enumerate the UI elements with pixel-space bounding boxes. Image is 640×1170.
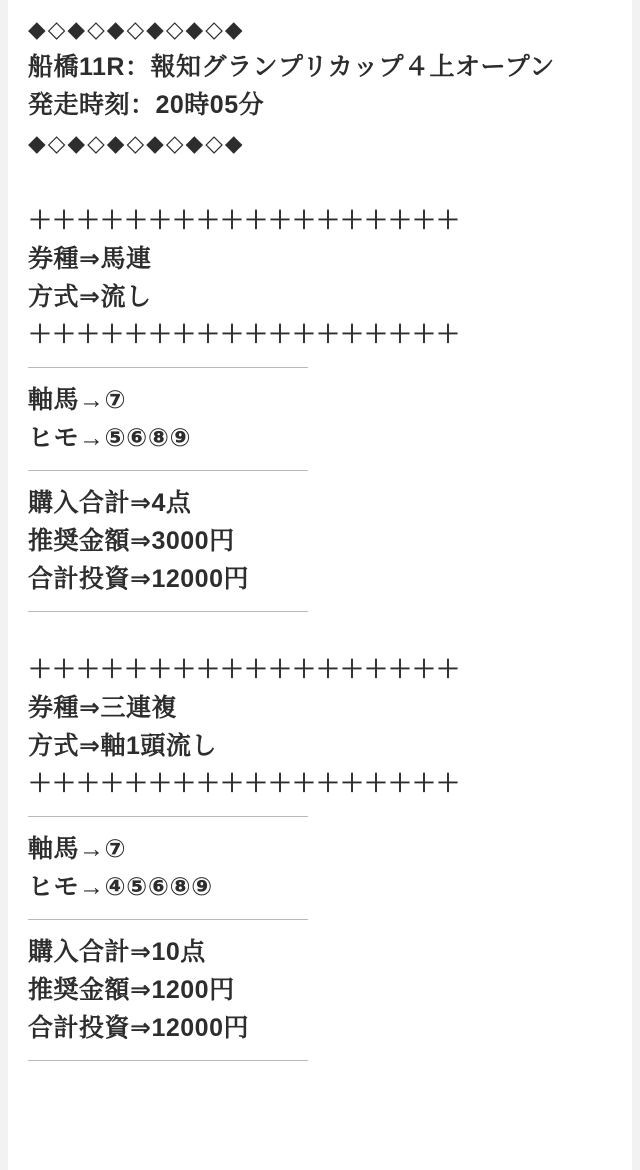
bet-block-2 [28,651,632,1061]
total-points: 購入合計⇒4点 [28,489,192,517]
decoration-diamonds-bottom: ◆◇◆◇◆◇◆◇◆◇◆ [28,130,245,156]
bet-method: 方式⇒軸1頭流し [28,732,217,760]
race-title: 船橋11R：報知グランプリカップ４上オープン [28,53,555,81]
divider [28,611,308,612]
decoration-plus-bottom: ＋＋＋＋＋＋＋＋＋＋＋＋＋＋＋＋＋＋ [28,770,460,797]
header-spacer [28,162,632,202]
partner-horses: ヒモ→⑤⑥⑧⑨ [28,424,192,452]
decoration-plus-top: ＋＋＋＋＋＋＋＋＋＋＋＋＋＋＋＋＋＋ [28,656,460,683]
divider [28,1060,308,1061]
divider [28,919,308,920]
partner-horses: ヒモ→④⑤⑥⑧⑨ [28,873,213,901]
left-gutter [0,0,8,1170]
decoration-diamonds-top: ◆◇◆◇◆◇◆◇◆◇◆ [28,16,245,42]
divider [28,816,308,817]
race-header [28,10,632,162]
total-points: 購入合計⇒10点 [28,938,206,966]
decoration-plus-bottom: ＋＋＋＋＋＋＋＋＋＋＋＋＋＋＋＋＋＋ [28,321,460,348]
post-time: 発走時刻：20時05分 [28,91,265,119]
axis-horse: 軸馬→⑦ [28,835,127,863]
bet-block-1 [28,202,632,612]
ticket-type: 券種⇒三連複 [28,694,177,722]
divider [28,470,308,471]
total-investment: 合計投資⇒12000円 [28,565,249,593]
axis-horse: 軸馬→⑦ [28,386,127,414]
ticket-type: 券種⇒馬連 [28,245,152,273]
recommended-amount: 推奨金額⇒1200円 [28,976,235,1004]
recommended-amount: 推奨金額⇒3000円 [28,527,235,555]
right-gutter [632,0,640,1170]
decoration-plus-top: ＋＋＋＋＋＋＋＋＋＋＋＋＋＋＋＋＋＋ [28,207,460,234]
block-spacer [28,625,632,651]
divider [28,367,308,368]
total-investment: 合計投資⇒12000円 [28,1014,249,1042]
bet-method: 方式⇒流し [28,283,152,311]
document-content [8,0,632,1074]
